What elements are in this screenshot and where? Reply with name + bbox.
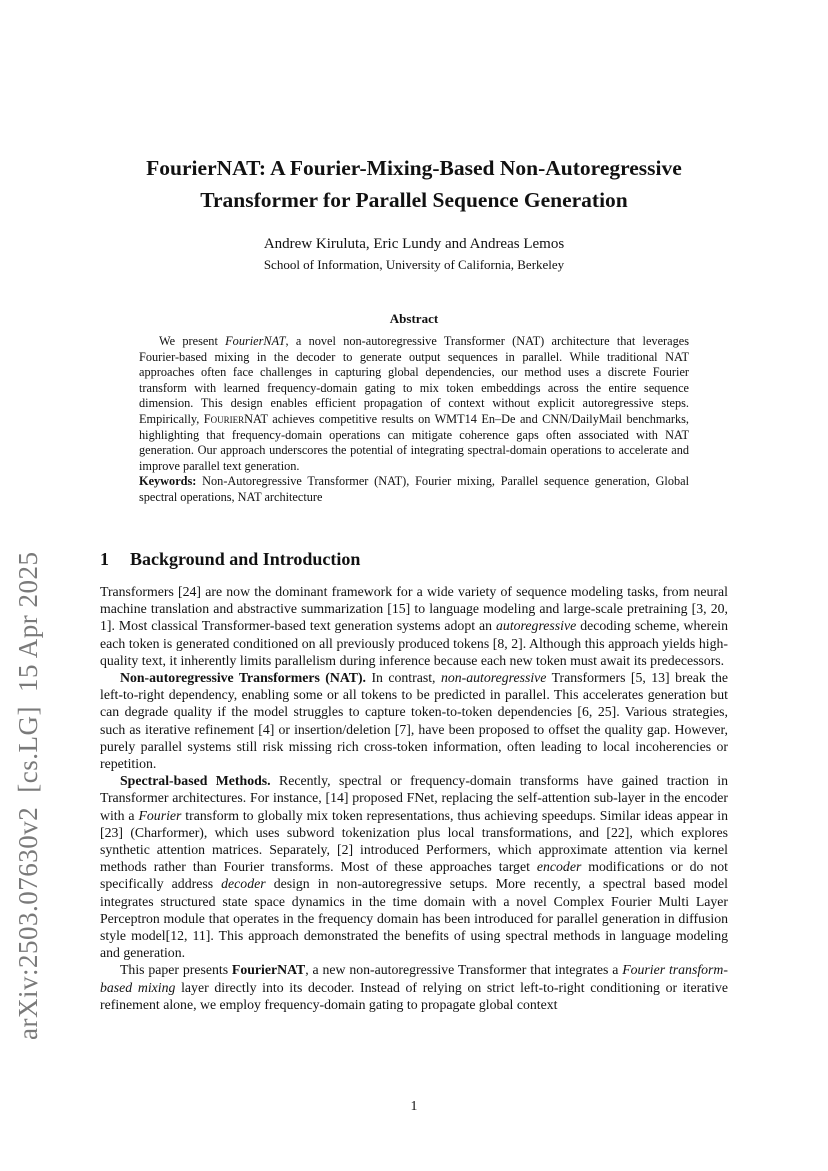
arxiv-identifier-stamp xyxy=(13,340,44,1040)
abstract-text: , a novel non-autoregressive Transformer (NAT) architecture that leverages Fourier-based mixing in the decoder to generate output sequences in parallel. While traditional NAT approaches often face challenges in capturing global dependencies, our method uses a discrete Fourier transform with learned frequency-domain gating to mix token embeddings across the entire sequence dimension. This design enables efficient propagation of context without explicit autoregressive steps. Empirically, xyxy=(139,334,689,426)
body-text-run: transform to globally mix token representations, thus achieving speedups. Similar ideas appear in [23] (Charformer), which uses subword tokenization plus local transformations, and [22], which explores synthetic attention matrices. Separately, [2] introduced Performers, which approximate attention via kernel methods rather than Fourier transforms. Most of these approaches target xyxy=(100,807,728,875)
abstract-text: NAT achieves competitive results on WMT14 En–De and CNN/DailyMail benchmarks, highlighting that frequency-domain operations can mitigate coherence gaps often associated with NAT generation. Our approach underscores the potential of integrating spectral-domain operations to accelerate and improve parallel text generation. xyxy=(139,411,690,473)
section-number: 1 xyxy=(100,549,109,569)
paragraph-heading: Non-autoregressive Transformers (NAT). xyxy=(120,670,367,686)
section-title: Background and Introduction xyxy=(130,549,361,569)
section-heading xyxy=(100,547,360,571)
affiliation: School of Information, University of California, Berkeley xyxy=(263,257,565,272)
arxiv-id: arXiv:2503.07630v2 xyxy=(13,806,43,1040)
body-paragraph xyxy=(100,583,728,669)
body-emphasis: encoder xyxy=(536,859,582,875)
arxiv-date: 15 Apr 2025 xyxy=(13,551,43,693)
page-number: 1 xyxy=(410,1098,418,1113)
arxiv-category: [cs.LG] xyxy=(13,706,43,793)
body-text-run: , a new non-autoregressive Transformer that integrates a xyxy=(305,962,623,978)
body-text-run: Recently, spectral or frequency-domain transforms have gained traction in Transformer architectures. For instance, [14] proposed FNet, replacing the self-attention sub-layer in the encoder with a xyxy=(100,773,728,823)
abstract-body xyxy=(139,334,689,506)
body-text-run: modifications or do not specifically address xyxy=(100,859,728,892)
abstract-text: We present xyxy=(159,334,226,348)
body-emphasis: decoder xyxy=(221,876,266,892)
body-strong: FourierNAT xyxy=(231,962,306,978)
body-text-run: Transformers [5, 13] break the left-to-right dependency, enabling some or all tokens to be predicted in parallel. This accelerates generation but can degrade quality if the model struggles to capture token-to-token dependencies [6, 25]. Various strategies, such as iterative refinement [4] or insertion/deletion [7], have been proposed to offset the quality gap. However, purely parallel systems still risk missing rich cross-token information, often leading to local incoherencies or repetition. xyxy=(100,670,729,772)
body-emphasis: Fourier xyxy=(138,807,182,823)
body-emphasis: autoregressive xyxy=(496,618,577,634)
body-paragraph xyxy=(100,669,728,772)
body-text-run: decoding scheme, wherein each token is generated conditioned on all previously produced tokens [8, 2]. Although this approach yields high-quality text, it inherently limits parallelism during inference because each new token must await its predecessors. xyxy=(100,618,728,668)
body-text-run: This paper presents xyxy=(120,962,232,978)
body-text-run: layer directly into its decoder. Instead of relying on strict left-to-right conditioning or iterative refinement alone, we employ frequency-domain gating to propagate global context xyxy=(100,979,728,1012)
abstract-paragraph xyxy=(139,334,689,474)
keywords xyxy=(139,474,689,505)
body-text-run: In contrast, xyxy=(366,670,441,686)
keywords-label: Keywords: xyxy=(139,474,197,489)
body-text xyxy=(100,583,728,1013)
abstract-smallcaps-name: Fourier xyxy=(203,411,245,426)
body-text-run: Transformers [24] are now the dominant framework for a wide variety of sequence modeling tasks, from neural machine translation and abstractive summarization [15] to language modeling and large-scale pretraining [3, 20, 1]. Most classical Transformer-based text generation systems adopt an xyxy=(100,584,728,634)
authors: Andrew Kiruluta, Eric Lundy and Andreas Lemos xyxy=(263,236,565,252)
body-emphasis: non-autoregressive xyxy=(440,670,547,686)
body-paragraph xyxy=(100,772,728,961)
body-text-run: design in non-autoregressive setups. More recently, a spectral based model integrates structured state space dynamics in the time domain with a novel Complex Fourier Multi Layer Perceptron module that operates in the frequency domain has been introduced for parallel generation in diffusion style model[12, 11]. This approach demonstrated the benefits of using spectral methods in language modeling and generation. xyxy=(100,876,728,961)
paragraph-heading: Spectral-based Methods. xyxy=(120,773,271,789)
abstract-heading: Abstract xyxy=(389,311,439,326)
title-line-1: FourierNAT: A Fourier-Mixing-Based Non-Autoregressive xyxy=(146,156,682,180)
keywords-list: Non-Autoregressive Transformer (NAT), Fourier mixing, Parallel sequence generation, Global spectral operations, NAT architecture xyxy=(139,474,689,504)
abstract-model-name: FourierNAT xyxy=(225,334,286,348)
body-paragraph xyxy=(100,961,728,1013)
body-emphasis: Fourier transform-based mixing xyxy=(100,962,728,995)
title-line-2: Transformer for Parallel Sequence Generation xyxy=(200,188,628,212)
paper-title xyxy=(100,152,728,216)
